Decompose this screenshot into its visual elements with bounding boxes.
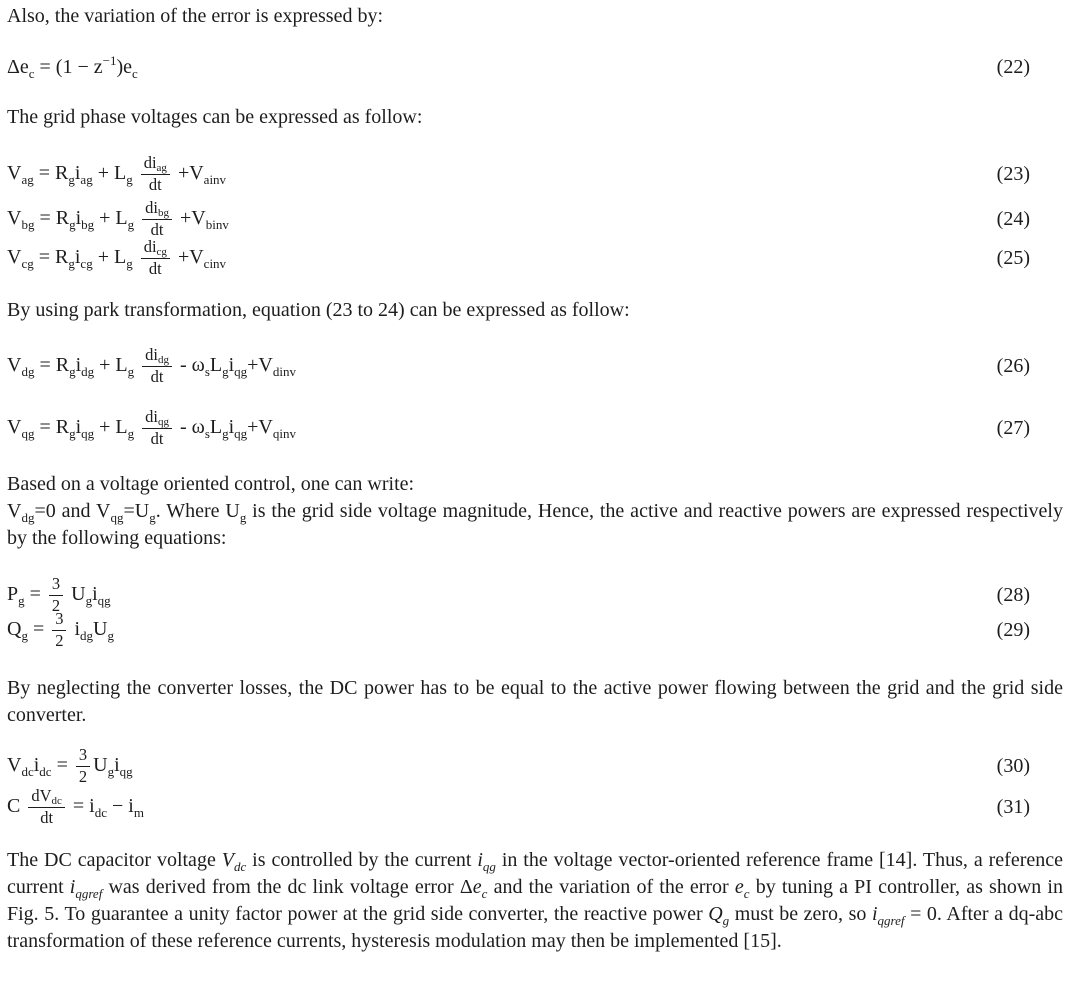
subscript: g (68, 171, 75, 187)
fraction (141, 238, 170, 279)
subscript: qg (97, 592, 111, 608)
math-token: 3 (51, 573, 61, 593)
math-token: $L_g$ (209, 353, 229, 379)
math-token: $i_{dc}$ (33, 753, 52, 779)
subscript: g (149, 510, 156, 525)
math-token: $i_{qg}$ (477, 849, 496, 874)
math-token: $U_g$ (66, 582, 93, 608)
math-token: 3 (55, 608, 64, 628)
math-token: $i_{qg}$ (92, 582, 111, 608)
math-token (133, 246, 138, 268)
math-token: $V_{dg}$ (7, 500, 35, 525)
math-token: =0 and $V_{qg}$ (34, 500, 124, 525)
fraction-numerator (142, 408, 172, 429)
fraction-denominator (55, 631, 63, 651)
superscript: −1 (102, 52, 117, 68)
math-token: = $R_g$ (34, 415, 76, 441)
math-token: 2 (78, 766, 88, 786)
math-token: in the voltage vector-oriented reference frame [14]. Thus, a reference current (7, 849, 1063, 898)
math-token (133, 162, 138, 184)
subscript: dc (21, 763, 34, 779)
math-token: $i_{qg}$ (228, 353, 248, 379)
paragraph-converter-losses: By neglecting the converter losses, the DC power has to be equal to the active power flowing between the grid and the grid side converter. (7, 677, 1063, 726)
subscript: qgref (75, 886, 103, 901)
subscript: cg (80, 255, 93, 271)
subscript: qgref (877, 913, 905, 928)
math-token: $V_{cg}$ (7, 245, 34, 271)
math-token: $e_c$ (734, 876, 750, 901)
equation-31 (7, 783, 1030, 831)
subscript: m (133, 804, 144, 820)
math-token: $P_g$ (7, 582, 25, 608)
paragraph-voltage-oriented-control-intro: Based on a voltage oriented control, one can write: (7, 473, 415, 495)
equation-27 (7, 401, 1030, 455)
subscript: g (126, 171, 133, 187)
math-token (134, 354, 139, 376)
math-token: $i_{ag}$ (74, 161, 93, 187)
fraction-denominator (149, 175, 162, 195)
math-token: $i_{qgref}$ (69, 876, 103, 901)
math-token: didg (145, 344, 169, 366)
subscript: qg (119, 763, 133, 779)
math-token: = (51, 753, 73, 776)
subscript: g (107, 763, 115, 779)
subscript: g (222, 363, 229, 379)
fraction (142, 346, 172, 387)
math-token: $i_{qg}$ (228, 415, 248, 441)
math-token: dt (40, 807, 54, 827)
math-token: dVdc (31, 785, 62, 807)
equation-22-number: (22) (996, 55, 1030, 78)
math-token: + $L_g$ (94, 206, 135, 232)
math-token: $U_g$ (93, 753, 115, 779)
math-token: $i_{qg}$ (75, 415, 95, 441)
subscript: dinv (272, 363, 297, 379)
equation-27-content (7, 408, 296, 449)
math-token: $V_{qg}$ (7, 415, 35, 441)
math-token: = $R_g$ (33, 245, 75, 271)
subscript: c (743, 886, 750, 901)
subscript: binv (205, 216, 229, 232)
subscript: c (132, 65, 138, 81)
math-token: 2 (51, 595, 61, 615)
subscript: dg (80, 627, 94, 643)
math-token: = (24, 582, 46, 605)
subscript: c (481, 886, 488, 901)
subscript: ag (156, 161, 167, 174)
equation-26-number: (26) (996, 354, 1030, 377)
subscript: s (204, 363, 210, 379)
math-token: )$e_c$ (116, 55, 138, 81)
subscript: g (127, 216, 135, 232)
fraction-numerator (141, 238, 170, 259)
fraction-numerator (142, 199, 172, 220)
subscript: g (69, 425, 76, 441)
subscript: g (85, 592, 93, 608)
subscript: cg (21, 255, 34, 271)
math-token: $+V_{qinv}$ (247, 415, 297, 441)
math-token: $U_g$ (93, 617, 114, 643)
math-token: - $\omega_s$ (174, 415, 210, 441)
math-token: must be zero, so (729, 903, 872, 925)
equation-29-number: (29) (996, 618, 1030, 641)
subscript: g (222, 425, 229, 441)
subscript: s (204, 425, 210, 441)
subscript: cg (156, 245, 167, 258)
fraction-numerator (28, 787, 65, 808)
math-token: $V_{ag}$ (7, 161, 34, 187)
math-token: $V_{dc}$ (221, 849, 247, 874)
math-token: 2 (55, 630, 64, 650)
fraction (76, 746, 90, 787)
equation-25-content (7, 238, 226, 279)
subscript: ag (80, 171, 93, 187)
fraction (141, 154, 170, 195)
math-token: dt (150, 366, 164, 386)
subscript: qg (234, 363, 248, 379)
subscript: dc (51, 794, 62, 807)
math-token: - $\omega_s$ (174, 353, 210, 379)
math-token: dt (148, 174, 162, 194)
math-token: is the grid side voltage magnitude, Hence, the active and reactive powers are expressed respectively by the following equations: (7, 500, 1063, 549)
subscript: qinv (272, 425, 297, 441)
equation-31-number: (31) (996, 795, 1030, 818)
math-token: dt (148, 258, 162, 278)
equation-29-content (7, 610, 114, 651)
fraction-denominator (40, 808, 53, 828)
math-token: The DC capacitor voltage (7, 849, 222, 871)
equation-25 (7, 234, 1030, 282)
math-token: = (27, 617, 50, 640)
subscript: qg (157, 415, 169, 428)
math-token (134, 416, 139, 438)
subscript: dc (94, 804, 108, 820)
subscript: g (68, 255, 75, 271)
math-token: = ($1 - z^{-1}$ (34, 52, 117, 78)
math-token: C (7, 794, 26, 817)
subscript: qg (81, 425, 95, 441)
math-token: $+V_{ainv}$ (172, 161, 227, 187)
math-token: + $L_g$ (94, 353, 135, 379)
math-token: dicg (143, 236, 167, 258)
subscript: qg (234, 425, 248, 441)
equation-25-number: (25) (996, 246, 1030, 269)
fraction-numerator (142, 346, 172, 367)
math-token: $i_{dg}$ (69, 617, 94, 643)
math-token: $=U_g$ (123, 500, 156, 525)
subscript: bg (21, 216, 35, 232)
math-token: by tuning a PI controller, as shown in Fig. 5. To guarantee a unity factor power at the grid side converter, the reactive power (7, 876, 1063, 925)
subscript: ainv (203, 171, 227, 187)
math-token: diqg (145, 406, 169, 428)
math-token: $Q_g$ (708, 903, 730, 928)
math-token: $V_{dc}$ (7, 753, 34, 779)
paragraph-park-transformation-intro: By using park transformation, equation (23 to 24) can be expressed as follow: (7, 299, 630, 321)
subscript: g (18, 592, 25, 608)
fraction-numerator (76, 746, 90, 767)
subscript: g (127, 363, 135, 379)
math-token: $e_c$ (472, 876, 488, 901)
subscript: dc (39, 763, 52, 779)
math-token (134, 207, 139, 229)
fraction (52, 610, 66, 651)
subscript: dg (157, 353, 169, 366)
equation-24-number: (24) (996, 207, 1030, 230)
math-token: dibg (145, 197, 169, 219)
fraction-denominator (149, 259, 162, 279)
math-token: $L_g$ (209, 415, 229, 441)
math-token: $V_{dg}$ (7, 353, 35, 379)
subscript: g (127, 425, 135, 441)
math-token: + $L_g$ (92, 245, 133, 271)
math-token: $i_{qgref}$ (871, 903, 905, 928)
math-token: + $L_g$ (94, 415, 135, 441)
math-token: dt (150, 219, 164, 239)
math-token: dt (150, 428, 164, 448)
subscript: bg (157, 206, 169, 219)
subscript: g (21, 627, 28, 643)
math-token: was derived from the dc link voltage error Δ (102, 876, 473, 898)
math-token: + $L_g$ (92, 161, 133, 187)
equation-29 (7, 607, 1030, 653)
equation-27-number: (27) (996, 416, 1030, 439)
fraction-numerator (49, 575, 63, 596)
fraction-numerator (141, 154, 170, 175)
math-token: is controlled by the current (246, 849, 478, 871)
math-token: $Q_g$ (7, 617, 28, 643)
subscript: g (69, 216, 76, 232)
math-token: $\Delta e_c$ (7, 55, 35, 81)
subscript: dc (233, 859, 247, 874)
equation-23-content (7, 154, 226, 195)
subscript: ag (21, 171, 34, 187)
subscript: dg (81, 363, 95, 379)
math-token: $+V_{cinv}$ (172, 245, 227, 271)
math-token: $V_{bg}$ (7, 206, 35, 232)
math-token: 3 (78, 744, 88, 764)
math-token: = 0. After a dq-abc transformation of these reference currents, hysteresis modulation may then be implemented [15]. (7, 903, 1063, 952)
subscript: g (126, 255, 133, 271)
equation-31-content (7, 787, 144, 828)
equation-23 (7, 150, 1030, 198)
subscript: qg (482, 859, 496, 874)
equation-30-number: (30) (996, 754, 1030, 777)
math-token: $i_{bg}$ (75, 206, 95, 232)
paragraph-grid-phase-voltages-intro: The grid phase voltages can be expressed as follow: (7, 106, 423, 128)
subscript: cinv (203, 255, 227, 271)
fraction-denominator (151, 429, 164, 449)
fraction (142, 408, 172, 449)
equation-26-content (7, 346, 296, 387)
math-token: = $R_g$ (33, 161, 75, 187)
subscript: dg (21, 510, 35, 525)
math-token: − $i_m$ (107, 794, 144, 820)
math-token: . Where $U_g$ (155, 500, 247, 525)
subscript: g (239, 510, 247, 525)
math-token: = $R_g$ (34, 206, 76, 232)
math-token: $+V_{binv}$ (174, 206, 229, 232)
subscript: g (107, 627, 114, 643)
paragraph-error-variation-intro: Also, the variation of the error is expressed by: (7, 5, 384, 27)
math-token: $i_{dg}$ (75, 353, 95, 379)
subscript: c (28, 65, 35, 81)
fraction-numerator (52, 610, 66, 631)
math-token: = $R_g$ (34, 353, 76, 379)
equation-22-content (7, 52, 138, 81)
subscript: g (69, 363, 76, 379)
math-token: $+V_{dinv}$ (247, 353, 297, 379)
math-token: $i_{qg}$ (114, 753, 133, 779)
subscript: dg (21, 363, 35, 379)
paragraph-voltage-oriented-control-body (7, 498, 1063, 552)
paragraph-dc-capacitor-control (7, 847, 1063, 955)
subscript: g (722, 913, 730, 928)
math-token: = $i_{dc}$ (67, 794, 108, 820)
equation-30-content (7, 746, 133, 787)
subscript: bg (81, 216, 95, 232)
subscript: qg (110, 510, 124, 525)
equation-22 (7, 52, 1030, 82)
equation-28-number: (28) (996, 583, 1030, 606)
subscript: qg (21, 425, 35, 441)
fraction (28, 787, 65, 828)
fraction-denominator (151, 367, 164, 387)
math-token: and the variation of the error (487, 876, 735, 898)
math-token: $i_{cg}$ (74, 245, 93, 271)
math-token: diag (143, 152, 167, 174)
equation-23-number: (23) (996, 162, 1030, 185)
equation-26 (7, 339, 1030, 393)
